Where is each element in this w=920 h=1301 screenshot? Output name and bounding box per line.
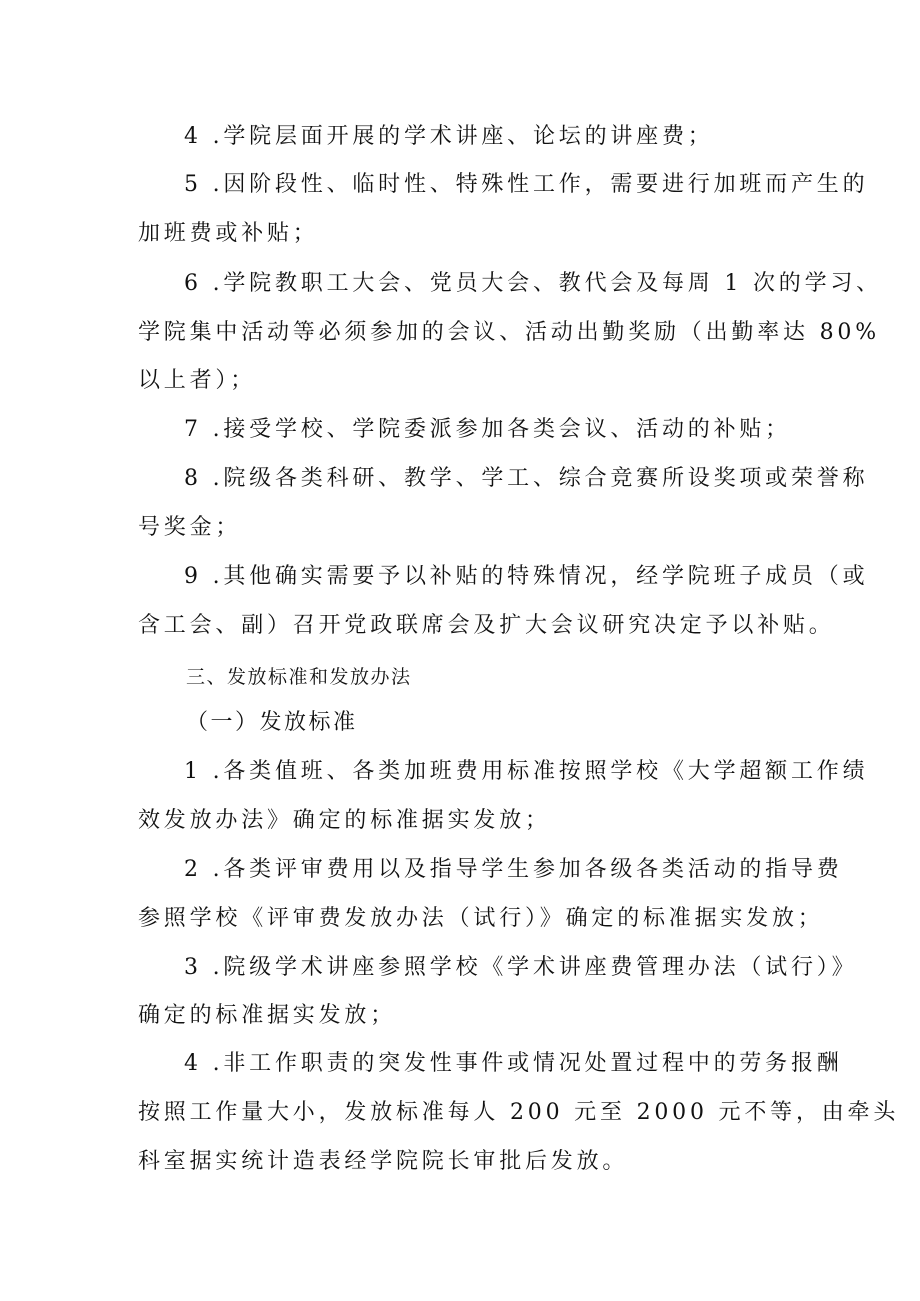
standard-4-line-1: 4 .非工作职责的突发性事件或情况处置过程中的劳务报酬	[184, 1051, 843, 1076]
section-heading-3: 三、发放标准和发放办法	[186, 666, 412, 688]
item-5-overtime-line-1: 5 .因阶段性、临时性、特殊性工作，需要进行加班而产生的	[184, 172, 869, 197]
standard-1-line-2: 效发放办法》确定的标准据实发放；	[138, 808, 551, 833]
item-8-award-line-2: 号奖金；	[138, 515, 242, 540]
standard-4-line-2: 按照工作量大小，发放标准每人 200 元至 2000 元不等，由牵头	[138, 1100, 900, 1125]
standard-2-line-2: 参照学校《评审费发放办法（试行）》确定的标准据实发放；	[138, 906, 824, 931]
item-9-special-line-1: 9 .其他确实需要予以补贴的特殊情况，经学院班子成员（或	[184, 564, 869, 589]
subsection-heading-1: （一）发放标准	[186, 710, 358, 735]
standard-3-line-1: 3 .院级学术讲座参照学校《学术讲座费管理办法（试行）》	[184, 955, 858, 980]
item-5-overtime-line-2: 加班费或补贴；	[138, 221, 319, 246]
item-9-special-line-2: 含工会、副）召开党政联席会及扩大会议研究决定予以补贴。	[138, 613, 835, 638]
standard-2-line-1: 2 .各类评审费用以及指导学生参加各级各类活动的指导费	[184, 857, 843, 882]
item-6-meeting-line-2: 学院集中活动等必须参加的会议、活动出勤奖励（出勤率达 80%	[138, 320, 880, 345]
item-6-meeting-line-1: 6 .学院教职工大会、党员大会、教代会及每周 1 次的学习、	[184, 271, 882, 296]
standard-4-line-3: 科室据实统计造表经学院院长审批后发放。	[138, 1149, 629, 1174]
item-4-lecture-fee: 4 .学院层面开展的学术讲座、论坛的讲座费；	[184, 124, 714, 149]
item-7-subsidy: 7 .接受学校、学院委派参加各类会议、活动的补贴；	[184, 417, 791, 442]
item-8-award-line-1: 8 .院级各类科研、教学、学工、综合竞赛所设奖项或荣誉称	[184, 466, 869, 491]
item-6-meeting-line-3: 以上者）；	[138, 368, 257, 393]
standard-3-line-2: 确定的标准据实发放；	[138, 1003, 397, 1028]
standard-1-line-1: 1 .各类值班、各类加班费用标准按照学校《大学超额工作绩	[184, 759, 869, 784]
